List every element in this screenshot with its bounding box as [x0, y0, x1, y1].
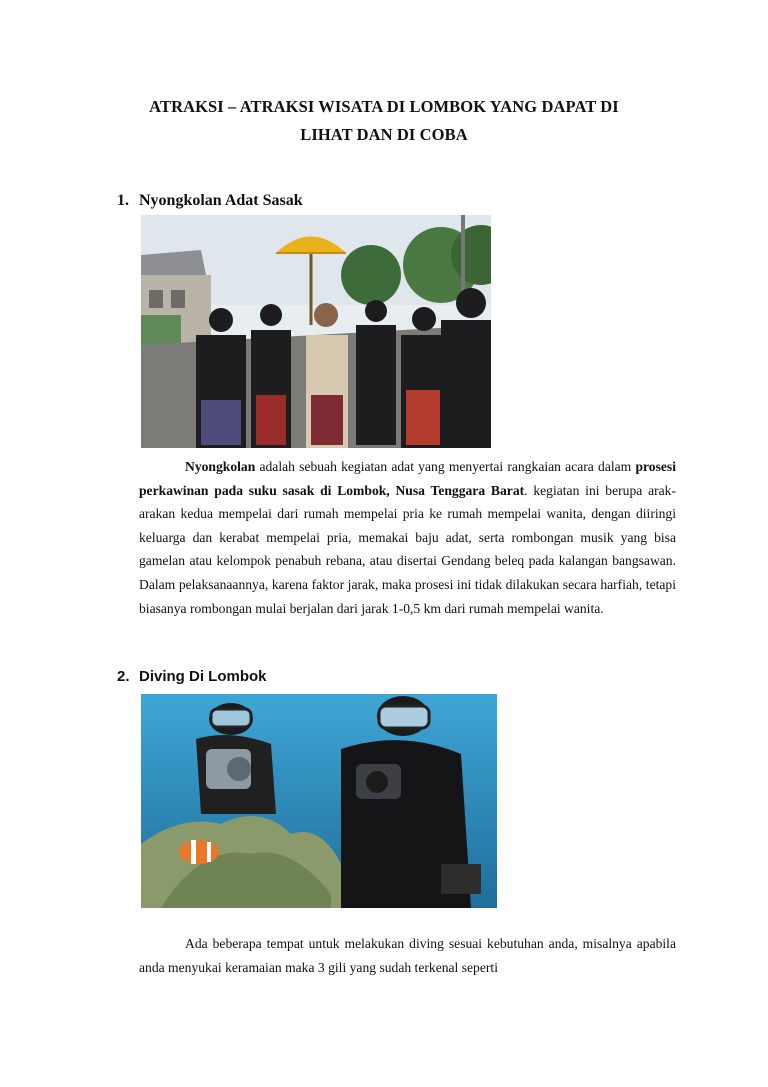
diving-paragraph [139, 932, 676, 979]
paragraph-text: adalah sebuah kegiatan adat yang menyertai rangkaian acara dalam [255, 459, 636, 474]
section-heading-text: Nyongkolan Adat Sasak [139, 192, 303, 209]
section-number: 1. [117, 192, 129, 209]
section-number: 2. [117, 668, 130, 685]
section-heading-nyongkolan [117, 192, 303, 210]
paragraph-text: . kegiatan ini berupa arak-arakan kedua mempelai dari rumah mempelai pria ke rumah mempelai wanita, dengan diiringi keluarga dan kerabat mempelai pria, memakai baju adat, serta rombongan musik yang bisa gamelan atau kelompok penabuh rebana, atau disertai Gendang beleq pada kalangan bangsawan. Dalam pelaksanaannya, karena faktor jarak, maka prosesi ini tidak dilakukan secara harfiah, tetapi biasanya rombongan mulai berjalan dari jarak 1-0,5 km dari rumah mempelai wanita. [139, 482, 676, 616]
term-nyongkolan: Nyongkolan [185, 459, 256, 474]
title-line-2: LIHAT DAN DI COBA [300, 125, 468, 144]
diving-photo [141, 694, 497, 908]
procession-image-icon [141, 215, 491, 448]
section-heading-diving [117, 668, 267, 685]
paragraph-text: Ada beberapa tempat untuk melakukan diving sesuai kebutuhan anda, misalnya apabila anda menyukai keramaian maka 3 gili yang sudah terkenal seperti [139, 936, 676, 975]
procession-photo [141, 215, 491, 448]
title-line-1: ATRAKSI – ATRAKSI WISATA DI LOMBOK YANG DAPAT DI [149, 97, 619, 116]
document-title [100, 93, 668, 149]
nyongkolan-paragraph [139, 455, 676, 620]
section-heading-text: Diving Di Lombok [139, 668, 267, 685]
bold-phrase: prosesi perkawinan pada suku sasak di Lombok, Nusa Tenggara Barat [139, 459, 676, 498]
diving-image-icon [141, 694, 497, 908]
